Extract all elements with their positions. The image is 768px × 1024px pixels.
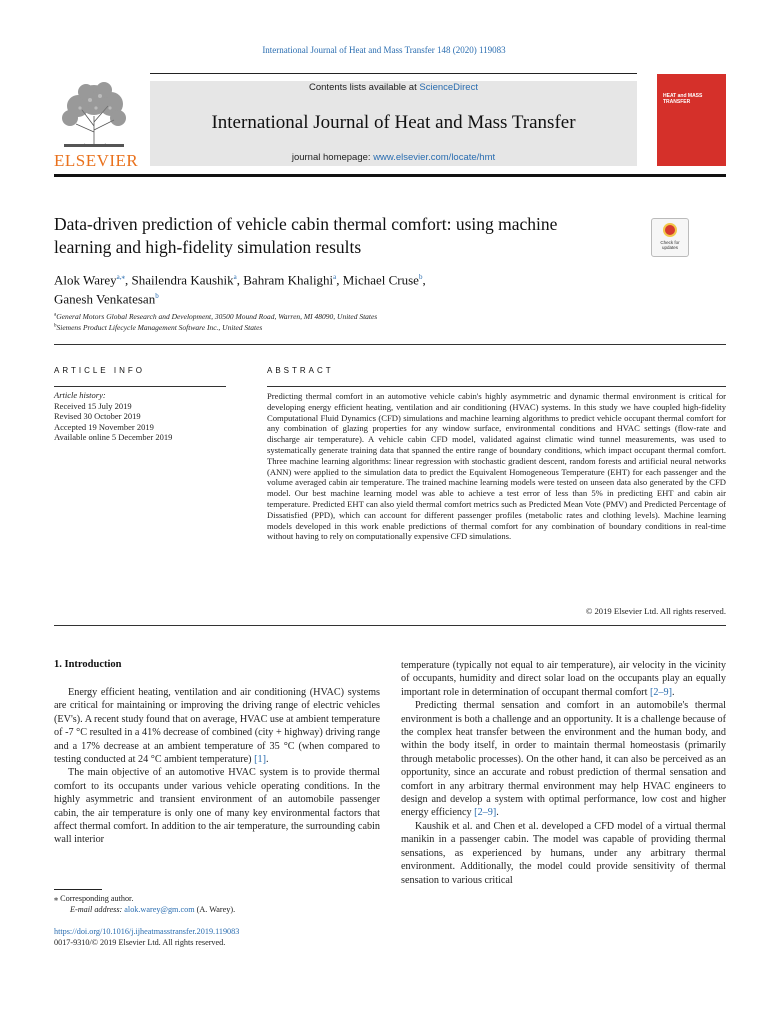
contents-prefix: Contents lists available at <box>309 82 420 93</box>
citation-link[interactable]: [2–9] <box>474 807 497 819</box>
affiliation-text: General Motors Global Research and Development, 30500 Mound Road, Warren, MI 48090, United States <box>56 312 378 321</box>
article-info-rule <box>54 386 226 387</box>
article-info-heading: ARTICLE INFO <box>54 366 145 375</box>
contents-available-line <box>150 82 637 93</box>
cover-title: HEAT and MASS TRANSFER <box>663 93 703 105</box>
email-label: E-mail address: <box>70 905 125 914</box>
paragraph-text: Predicting thermal sensation and comfort in an automobile's thermal environment is both a challenge and an opportunity. It is a challenge because of the complex heat transfer between the environment and the human body, and within the body itself, in order to maintain thermal homeostasis (primarily through metabolic processes). On the other hand, it can also be perceived as an opportunity, since an accurate and robust prediction of thermal sensation and comfort in any arbitrary thermal environment may help HVAC engineers to design and develop a system with optimal performance, low cost and higher energy efficiency <box>401 700 726 819</box>
check-updates-icon <box>663 223 677 237</box>
header-divider <box>54 344 726 345</box>
abstract-body: Predicting thermal comfort in an automotive vehicle cabin's highly asymmetric and dynamic thermal environment is critical for developing energy efficient heating, ventilation and air conditioning (HVAC) systems. In this study we have coupled high-fidelity Computational Fluid Dynamics (CFD) simulations and machine learning algorithms to predict vehicle occupant thermal comfort for any combination of glazing properties for any window surface, environmental conditions and HVAC settings (flow-rate and discharge air temperature). A vehicle cabin CFD model, validated against climatic wind tunnel measurements, was used to systematically generate training data that spanned the entire range of boundary conditions, which impact occupant thermal comfort. Three machine learning algorithms: linear regression with stochastic gradient descent, random forests and artificial neural networks (ANN) were applied to the simulation data to predict the Equivalent Homogeneous Temperature (EHT) for each passenger and the volume averaged cabin air temperature. The trained machine learning models were tested on unseen data also generated by the CFD model. Our best machine learning model was able to achieve a test error of less than 5% in predicting EHT and cabin air temperature. Predicted EHT can also yield thermal comfort metrics such as Predicted Mean Vote (PMV) and Predicted Percentage of Dissatisfied (PPD), which can account for different passenger profiles (metabolic rates and clothing levels). Machine learning models developed in this work enable predictions of thermal comfort for any combination of boundary conditions in real-time without having to rely on computationally expensive CFD simulations. <box>267 391 726 542</box>
corresponding-text: Corresponding author. <box>58 894 134 903</box>
author-affiliation-mark[interactable]: b <box>418 273 423 281</box>
sciencedirect-link[interactable]: ScienceDirect <box>419 82 478 93</box>
paragraph-text: Energy efficient heating, ventilation and air conditioning (HVAC) systems are critical for maintaining or improving the driving range of electric vehicles (EV's). A recent study found that on average, HVAC use at ambient temperature of -7 °C resulted in a 41% decrease of combined (city + highway) driving range and a 17% decrease at an ambient temperature of 35 °C (when compared to testing conducted at 24 °C ambient temperature) <box>54 687 380 766</box>
author-affiliation-mark[interactable]: a,⁎ <box>116 273 125 281</box>
body-right-column <box>401 659 726 887</box>
history-revised: Revised 30 October 2019 <box>54 411 141 421</box>
email-link[interactable]: alok.warey@gm.com <box>124 905 195 914</box>
paper-title: Data-driven prediction of vehicle cabin thermal comfort: using machine learning and high-fidelity simulation results <box>54 214 558 257</box>
author-separator: , <box>422 272 426 288</box>
author-name[interactable]: Ganesh Venkatesan <box>54 291 156 307</box>
author-affiliation-mark[interactable]: a <box>333 273 337 281</box>
footnote-mark: ⁎ <box>54 894 59 903</box>
check-for-updates-button[interactable] <box>651 218 689 257</box>
history-received: Received 15 July 2019 <box>54 400 132 411</box>
author-name[interactable]: Shailendra Kaushik <box>131 272 234 288</box>
abstract-bottom-rule <box>54 625 726 626</box>
journal-homepage-line <box>150 152 637 163</box>
affiliation-mark: a <box>54 312 57 318</box>
author-list <box>54 269 654 308</box>
check-updates-label: Check for updates <box>660 240 680 250</box>
abstract-rule <box>267 386 726 387</box>
journal-reference-link[interactable]: International Journal of Heat and Mass Transfer 148 (2020) 119083 <box>262 45 506 55</box>
email-note <box>54 905 390 916</box>
email-suffix: (A. Warey). <box>194 905 236 914</box>
journal-cover-thumbnail[interactable] <box>657 74 726 166</box>
corresponding-author-note <box>54 894 374 905</box>
author-name[interactable]: Michael Cruse <box>342 272 419 288</box>
footnote-rule <box>54 889 102 890</box>
doi-link[interactable]: https://doi.org/10.1016/j.ijheatmasstransfer.2019.119083 <box>54 927 240 936</box>
issn-copyright: 0017-9310/© 2019 Elsevier Ltd. All rights reserved. <box>54 938 226 947</box>
abstract-copyright: © 2019 Elsevier Ltd. All rights reserved. <box>585 606 726 616</box>
journal-title: International Journal of Heat and Mass Transfer <box>211 112 576 133</box>
paragraph <box>401 699 726 820</box>
paragraph-end: . <box>672 686 675 698</box>
affiliation-b <box>54 323 694 332</box>
author-separator: , <box>236 272 244 288</box>
history-online: Available online 5 December 2019 <box>54 432 173 442</box>
affiliation-a <box>54 312 694 321</box>
affiliation-mark: b <box>54 323 57 329</box>
masthead-top-rule <box>150 73 637 74</box>
paragraph: The main objective of an automotive HVAC system is to provide thermal comfort to its occupants under various vehicle operating conditions. In the highly asymmetric and transient environment of an automobile passenger cabin, the air temperature is only one of many key environmental factors that affect thermal comfort. In addition to the air temperature, the surrounding cabin wall interior <box>54 767 380 846</box>
paragraph <box>54 686 380 766</box>
section-heading-introduction: 1. Introduction <box>54 659 122 670</box>
paragraph-end: . <box>266 754 269 766</box>
paragraph <box>401 659 726 699</box>
paragraph-text: temperature (typically not equal to air temperature), air velocity in the vicinity of occupants, humidity and direct solar load on the occupants play an equally important role in determination of occupant thermal comfort <box>401 660 726 698</box>
affiliation-text: Siemens Product Lifecycle Management Software Inc., United States <box>56 323 263 332</box>
author-separator: , <box>336 272 343 288</box>
paragraph-end: . <box>496 807 499 819</box>
author-name[interactable]: Bahram Khalighi <box>243 272 334 288</box>
author-separator: , <box>124 272 132 288</box>
history-label: Article history: <box>54 390 106 400</box>
history-accepted: Accepted 19 November 2019 <box>54 421 154 432</box>
homepage-prefix: journal homepage: <box>291 152 374 163</box>
article-history <box>54 390 234 443</box>
abstract-heading: ABSTRACT <box>267 366 334 375</box>
paragraph: Kaushik et al. and Chen et al. developed a CFD model of a virtual thermal manikin in a passenger cabin. The model was capable of providing thermal sensations, as experienced by humans, under any arbitrary thermal environment. Additionally, the model could provide sensitivity of thermal sensation to various critical <box>401 820 726 886</box>
citation-link[interactable]: [1] <box>254 754 267 766</box>
author-affiliation-mark[interactable]: a <box>233 273 237 281</box>
masthead-bottom-rule <box>54 174 726 177</box>
citation-link[interactable]: [2–9] <box>649 686 673 698</box>
author-affiliation-mark[interactable]: b <box>155 292 159 301</box>
journal-homepage-link[interactable]: www.elsevier.com/locate/hmt <box>373 152 496 163</box>
author-name[interactable]: Alok Warey <box>54 272 117 288</box>
elsevier-wordmark: ELSEVIER <box>54 151 139 170</box>
body-left-column <box>54 686 380 847</box>
